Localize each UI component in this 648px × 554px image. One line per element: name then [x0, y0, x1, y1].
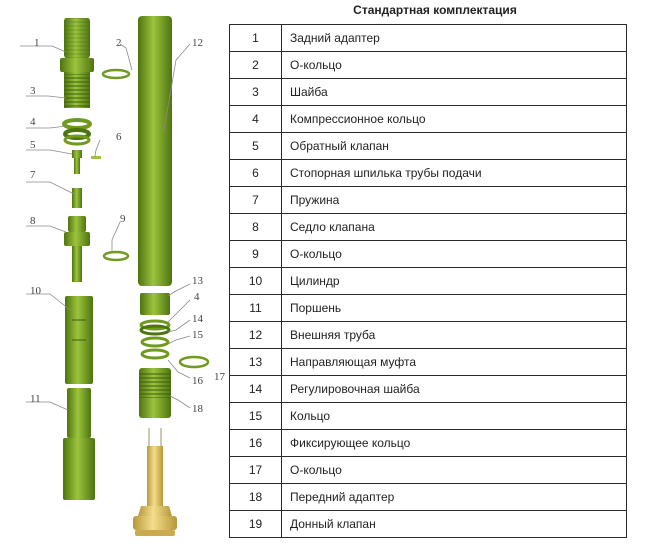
callout-16: 16 — [192, 375, 203, 387]
part-number-cell: 6 — [230, 160, 282, 187]
callout-2: 2 — [116, 37, 122, 49]
callout-4b: 4 — [194, 291, 200, 303]
guide-sleeve-part — [140, 293, 170, 315]
back-adapter-part — [60, 18, 94, 108]
table-row — [230, 187, 627, 214]
callout-3: 3 — [30, 85, 36, 97]
callout-18: 18 — [192, 403, 203, 415]
part-number-cell: 10 — [230, 268, 282, 295]
table-row — [230, 430, 627, 457]
table-row — [230, 511, 627, 538]
callout-15: 15 — [192, 329, 203, 341]
spring-part — [72, 188, 82, 208]
table-caption: Стандартная комплектация — [353, 3, 517, 17]
part-number-cell: 2 — [230, 52, 282, 79]
part-name-cell: Обратный клапан — [282, 133, 627, 160]
part-name-cell: Донный клапан — [282, 511, 627, 538]
part-name-cell: Шайба — [282, 79, 627, 106]
callout-8: 8 — [30, 215, 36, 227]
table-row — [230, 457, 627, 484]
part-number-cell: 3 — [230, 79, 282, 106]
callout-5: 5 — [30, 139, 36, 151]
callout-14: 14 — [192, 313, 203, 325]
part-number-cell: 19 — [230, 511, 282, 538]
part-number-cell: 16 — [230, 430, 282, 457]
o-ring-2-part — [103, 70, 129, 78]
table-row — [230, 241, 627, 268]
callout-17: 17 — [214, 371, 225, 383]
callout-6: 6 — [116, 131, 122, 143]
part-number-cell: 5 — [230, 133, 282, 160]
table-row — [230, 160, 627, 187]
front-adapter-part — [139, 368, 171, 418]
part-number-cell: 9 — [230, 241, 282, 268]
compression-ring-part — [65, 130, 89, 144]
table-row — [230, 322, 627, 349]
part-name-cell: Передний адаптер — [282, 484, 627, 511]
table-row — [230, 295, 627, 322]
part-number-cell: 14 — [230, 376, 282, 403]
part-number-cell: 4 — [230, 106, 282, 133]
table-row — [230, 25, 627, 52]
part-number-cell: 12 — [230, 322, 282, 349]
feed-tube-pin-part — [91, 156, 101, 159]
part-number-cell: 17 — [230, 457, 282, 484]
table-row — [230, 214, 627, 241]
table-row — [230, 79, 627, 106]
table-row — [230, 133, 627, 160]
drill-bit-part — [133, 428, 177, 536]
ring-part — [142, 338, 168, 358]
part-number-cell: 8 — [230, 214, 282, 241]
part-name-cell: О-кольцо — [282, 52, 627, 79]
table-row — [230, 376, 627, 403]
callout-7: 7 — [30, 169, 36, 181]
callout-9: 9 — [120, 213, 126, 225]
part-name-cell: О-кольцо — [282, 457, 627, 484]
callout-4: 4 — [30, 116, 36, 128]
table-row — [230, 52, 627, 79]
part-name-cell: Внешняя труба — [282, 322, 627, 349]
part-name-cell: Цилиндр — [282, 268, 627, 295]
part-name-cell: Компрессионное кольцо — [282, 106, 627, 133]
part-number-cell: 15 — [230, 403, 282, 430]
part-number-cell: 1 — [230, 25, 282, 52]
table-row — [230, 484, 627, 511]
table-row — [230, 106, 627, 133]
callout-11: 11 — [30, 393, 41, 405]
callout-1: 1 — [34, 37, 40, 49]
part-name-cell: Пружина — [282, 187, 627, 214]
parts-table — [229, 24, 627, 538]
table-row — [230, 403, 627, 430]
washer-part — [64, 120, 90, 128]
part-name-cell: Фиксирующее кольцо — [282, 430, 627, 457]
callout-13: 13 — [192, 275, 203, 287]
exploded-parts-diagram — [0, 0, 228, 554]
part-name-cell: Поршень — [282, 295, 627, 322]
outer-tube-part — [138, 16, 172, 286]
callout-10: 10 — [30, 285, 41, 297]
part-name-cell: Задний адаптер — [282, 25, 627, 52]
part-number-cell: 18 — [230, 484, 282, 511]
part-name-cell: О-кольцо — [282, 241, 627, 268]
part-name-cell: Направляющая муфта — [282, 349, 627, 376]
part-number-cell: 13 — [230, 349, 282, 376]
o-ring-9-part — [104, 252, 128, 260]
callout-12: 12 — [192, 37, 203, 49]
part-number-cell: 7 — [230, 187, 282, 214]
part-name-cell: Седло клапана — [282, 214, 627, 241]
o-ring-17-part — [180, 357, 208, 367]
table-row — [230, 349, 627, 376]
piston-part — [63, 388, 95, 500]
adjusting-washer-part — [141, 321, 169, 334]
valve-seat-part — [64, 216, 90, 282]
part-number-cell: 11 — [230, 295, 282, 322]
part-name-cell: Стопорная шпилька трубы подачи — [282, 160, 627, 187]
check-valve-part — [72, 150, 82, 174]
part-name-cell: Кольцо — [282, 403, 627, 430]
table-row — [230, 268, 627, 295]
part-name-cell: Регулировочная шайба — [282, 376, 627, 403]
